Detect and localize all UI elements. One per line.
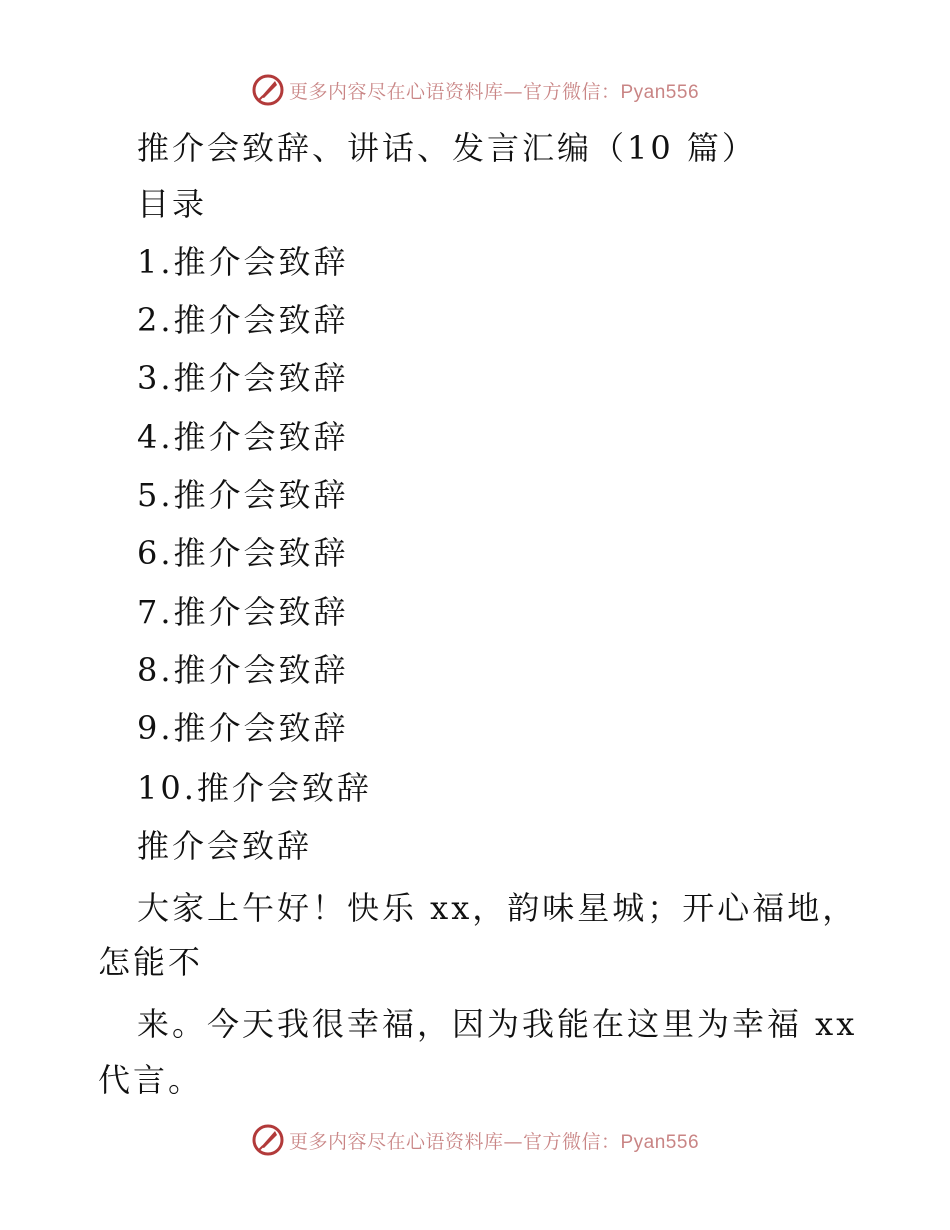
- paragraph-line: 来。今天我很幸福，因为我能在这里为幸福 xx: [137, 1005, 858, 1043]
- paragraph-line: 大家上午好！快乐 xx，韵味星城；开心福地，: [137, 889, 858, 927]
- header-banner: [0, 70, 950, 110]
- paragraph-line: 怎能不: [98, 943, 204, 981]
- section-heading: 推介会致辞: [137, 827, 313, 865]
- toc-item: 5.推介会致辞: [137, 476, 349, 514]
- quill-logo-icon: [251, 73, 285, 107]
- toc-item: 2.推介会致辞: [137, 301, 349, 339]
- toc-item: 9.推介会致辞: [137, 709, 349, 747]
- quill-logo-icon: [251, 1123, 285, 1157]
- footer-banner-text: [289, 1127, 699, 1154]
- toc-heading: 目录: [137, 185, 208, 223]
- header-banner-text: [289, 77, 699, 104]
- toc-item: 7.推介会致辞: [137, 593, 349, 631]
- toc-item: 10.推介会致辞: [137, 769, 372, 807]
- header-banner-inner: [251, 73, 699, 107]
- header-banner-wechat-id: Pyan556: [620, 81, 700, 103]
- footer-banner-label: 更多内容尽在心语资料库—官方微信：: [288, 1130, 621, 1153]
- footer-banner-inner: [251, 1123, 699, 1157]
- toc-item: 8.推介会致辞: [137, 651, 349, 689]
- document-title: 推介会致辞、讲话、发言汇编（10 篇）: [137, 129, 757, 167]
- header-banner-label: 更多内容尽在心语资料库—官方微信：: [288, 80, 621, 103]
- footer-banner: [0, 1120, 950, 1160]
- toc-item: 1.推介会致辞: [137, 243, 349, 281]
- paragraph-line: 代言。: [98, 1061, 204, 1099]
- footer-banner-wechat-id: Pyan556: [620, 1131, 700, 1153]
- toc-item: 4.推介会致辞: [137, 418, 349, 456]
- toc-item: 3.推介会致辞: [137, 359, 349, 397]
- toc-item: 6.推介会致辞: [137, 534, 349, 572]
